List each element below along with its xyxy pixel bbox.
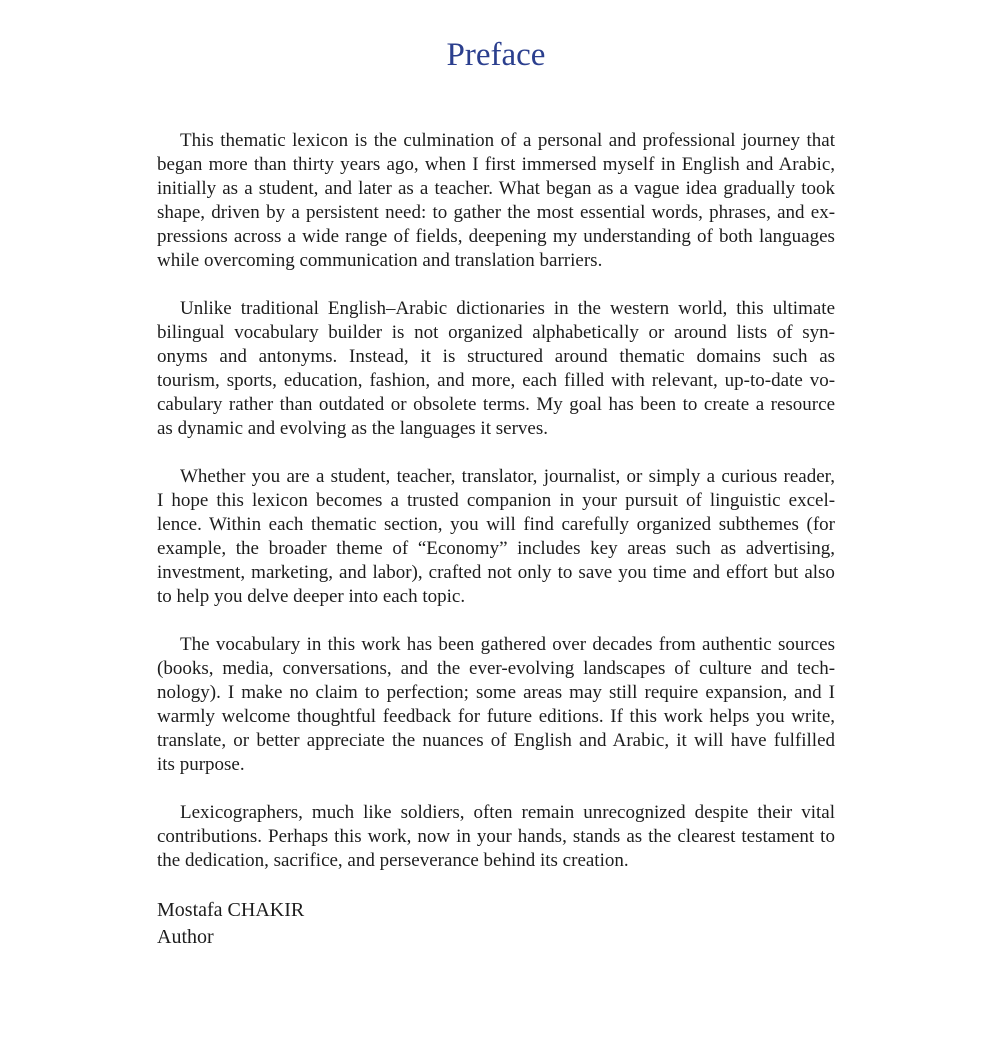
text-line: bilingual vocabulary builder is not organized alphabetically or around lists of syn- <box>157 322 835 343</box>
text-line: I hope this lexicon becomes a trusted companion in your pursuit of linguistic excel- <box>157 490 836 511</box>
text-line: tourism, sports, education, fashion, and more, each filled with relevant, up-to-date vo- <box>157 370 836 391</box>
text-line: This thematic lexicon is the culmination of a personal and professional journey that <box>180 130 835 151</box>
text-line: contributions. Perhaps this work, now in your hands, stands as the clearest testament to <box>157 826 835 847</box>
text-line: Lexicographers, much like soldiers, often remain unrecognized despite their vital <box>180 802 836 823</box>
text-line: lence. Within each thematic section, you will find carefully organized subthemes (for <box>157 514 835 535</box>
signature-block <box>157 897 1000 951</box>
text-line: to help you delve deeper into each topic. <box>157 586 466 607</box>
text-line: nology). I make no claim to perfection; some areas may still require expansion, and I <box>157 682 835 703</box>
text-line: as dynamic and evolving as the languages it serves. <box>157 418 548 439</box>
paragraph <box>157 465 835 609</box>
text-line: shape, driven by a persistent need: to gather the most essential words, phrases, and ex- <box>157 202 836 223</box>
paragraph <box>157 801 835 873</box>
paragraph <box>157 129 835 273</box>
text-line: its purpose. <box>157 754 245 775</box>
text-line: while overcoming communication and translation barriers. <box>157 250 603 271</box>
text-line: Unlike traditional English–Arabic dictionaries in the western world, this ultimate <box>180 298 836 319</box>
text-line: example, the broader theme of “Economy” includes key areas such as advertising, <box>157 538 836 559</box>
text-line: initially as a student, and later as a teacher. What began as a vague idea gradually took <box>157 178 836 199</box>
author-name: Mostafa CHAKIR <box>157 899 305 921</box>
author-role: Author <box>157 926 214 948</box>
text-line: translate, or better appreciate the nuances of English and Arabic, it will have fulfilled <box>157 730 836 751</box>
text-line: warmly welcome thoughtful feedback for future editions. If this work helps you write, <box>157 706 836 727</box>
text-line: investment, marketing, and labor), crafted not only to save you time and effort but also <box>157 562 835 583</box>
book-page <box>0 38 1000 1038</box>
paragraph <box>157 297 835 441</box>
text-line: cabulary rather than outdated or obsolete terms. My goal has been to create a resource <box>157 394 836 415</box>
paragraph <box>157 633 835 777</box>
text-line: onyms and antonyms. Instead, it is structured around thematic domains such as <box>157 346 836 367</box>
text-line: (books, media, conversations, and the ever-evolving landscapes of culture and tech- <box>157 658 836 679</box>
text-line: The vocabulary in this work has been gathered over decades from authentic sources <box>180 634 835 655</box>
text-line: pressions across a wide range of fields, deepening my understanding of both languages <box>157 226 835 247</box>
preface-text-block <box>157 129 835 873</box>
page-title: Preface <box>446 37 546 73</box>
text-line: began more than thirty years ago, when I first immersed myself in English and Arabic, <box>157 154 836 175</box>
text-line: Whether you are a student, teacher, translator, journalist, or simply a curious reader, <box>180 466 835 487</box>
text-line: the dedication, sacrifice, and perseverance behind its creation. <box>157 850 629 871</box>
